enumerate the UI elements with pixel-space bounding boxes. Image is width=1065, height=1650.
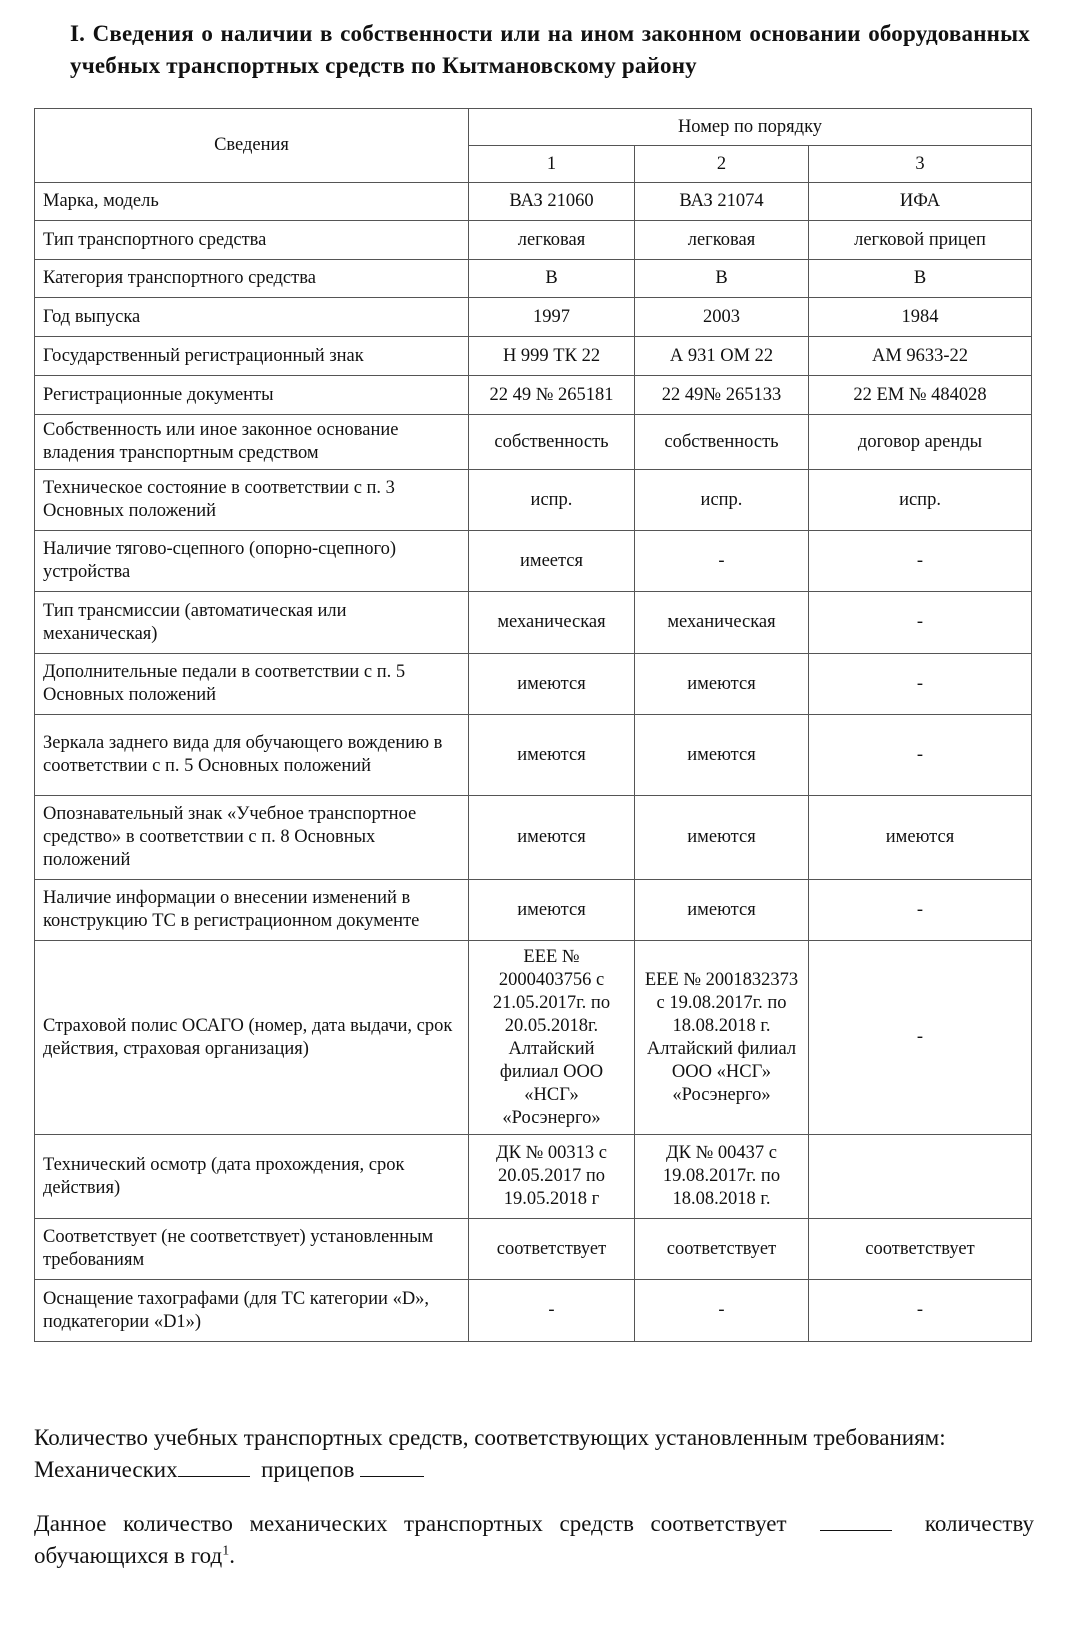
row-value-2: ВАЗ 21074 (635, 183, 809, 221)
row-value-3: договор аренды (809, 415, 1032, 470)
row-value-1: механическая (469, 592, 635, 654)
summary-line-3-end: количеству обучающихся в год (34, 1511, 1035, 1568)
row-value-2: В (635, 260, 809, 298)
row-value-2: А 931 ОМ 22 (635, 337, 809, 376)
row-label: Техническое состояние в соответствии с п. 3 Основных положений (35, 470, 469, 531)
header-label-cell: Сведения (35, 109, 469, 183)
trailers-label: прицепов (261, 1457, 355, 1482)
row-value-3: - (809, 941, 1032, 1135)
row-value-3: АМ 9633-22 (809, 337, 1032, 376)
row-value-2: 2003 (635, 298, 809, 337)
table-row (35, 1219, 1032, 1280)
table-row (35, 880, 1032, 941)
table-row (35, 183, 1032, 221)
row-value-2: соответствует (635, 1219, 809, 1280)
row-label: Опознавательный знак «Учебное транспортное средство» в соответствии с п. 8 Основных положений (35, 796, 469, 880)
table-row (35, 941, 1032, 1135)
table-row (35, 415, 1032, 470)
table-header-row (35, 109, 1032, 146)
summary-line-3: Данное количество механических транспортных средств соответствует количеству обучающихся в год$^1$. (34, 1508, 1034, 1572)
row-value-3: - (809, 880, 1032, 941)
row-value-1: легковая (469, 221, 635, 260)
row-value-3: - (809, 654, 1032, 715)
row-value-2: - (635, 531, 809, 592)
row-value-3: ИФА (809, 183, 1032, 221)
row-label: Дополнительные педали в соответствии с п. 5 Основных положений (35, 654, 469, 715)
row-value-2: 22 49№ 265133 (635, 376, 809, 415)
row-label: Страховой полис ОСАГО (номер, дата выдачи, срок действия, страховая организация) (35, 941, 469, 1135)
table-row (35, 531, 1032, 592)
row-label: Тип транспортного средства (35, 221, 469, 260)
summary-section (34, 1422, 1034, 1572)
row-label: Соответствует (не соответствует) установленным требованиям (35, 1219, 469, 1280)
table-row (35, 376, 1032, 415)
row-value-2: имеются (635, 715, 809, 796)
row-label: Оснащение тахографами (для ТС категории «D», подкатегории «D1») (35, 1280, 469, 1342)
table-row (35, 715, 1032, 796)
row-value-2: ДК № 00437 с 19.08.2017г. по 18.08.2018 г. (635, 1135, 809, 1219)
header-group-cell: Номер по порядку (469, 109, 1032, 146)
row-label: Технический осмотр (дата прохождения, срок действия) (35, 1135, 469, 1219)
row-value-3: имеются (809, 796, 1032, 880)
table-row (35, 298, 1032, 337)
summary-line-2 (34, 1454, 1034, 1486)
mechanical-count-blank[interactable] (178, 1454, 250, 1477)
row-label: Зеркала заднего вида для обучающего вождению в соответствии с п. 5 Основных положений (35, 715, 469, 796)
header-number-2: 2 (635, 146, 809, 183)
header-number-1: 1 (469, 146, 635, 183)
row-value-1: соответствует (469, 1219, 635, 1280)
row-value-1: имеются (469, 880, 635, 941)
vehicles-table (34, 108, 1032, 1342)
mechanical-label: Механических (34, 1457, 178, 1482)
row-value-3: - (809, 592, 1032, 654)
row-label: Собственность или иное законное основание владения транспортным средством (35, 415, 469, 470)
table-row (35, 260, 1032, 298)
row-value-1: Н 999 ТК 22 (469, 337, 635, 376)
row-value-1: собственность (469, 415, 635, 470)
row-value-2: испр. (635, 470, 809, 531)
row-value-1: - (469, 1280, 635, 1342)
row-value-1: ДК № 00313 с 20.05.2017 по 19.05.2018 г (469, 1135, 635, 1219)
row-value-2: - (635, 1280, 809, 1342)
table-row (35, 221, 1032, 260)
row-value-1: 22 49 № 265181 (469, 376, 635, 415)
students-count-blank[interactable] (820, 1508, 892, 1531)
row-value-3: легковой прицеп (809, 221, 1032, 260)
row-value-3 (809, 1135, 1032, 1219)
row-value-2: ЕЕЕ № 2001832373 с 19.08.2017г. по 18.08.2018 г. Алтайский филиал ООО «НСГ» «Росэнерго» (635, 941, 809, 1135)
table-row (35, 1135, 1032, 1219)
row-value-1: ЕЕЕ № 2000403756 с 21.05.2017г. по 20.05.2018г. Алтайский филиал ООО «НСГ» «Росэнерго» (469, 941, 635, 1135)
table-row (35, 337, 1032, 376)
row-label: Наличие информации о внесении изменений в конструкцию ТС в регистрационном документе (35, 880, 469, 941)
row-value-1: ВАЗ 21060 (469, 183, 635, 221)
row-value-2: собственность (635, 415, 809, 470)
row-value-3: 22 ЕМ № 484028 (809, 376, 1032, 415)
row-value-3: испр. (809, 470, 1032, 531)
row-label: Регистрационные документы (35, 376, 469, 415)
row-value-3: - (809, 531, 1032, 592)
row-value-3: соответствует (809, 1219, 1032, 1280)
row-value-3: - (809, 715, 1032, 796)
row-value-1: 1997 (469, 298, 635, 337)
row-value-1: имеются (469, 715, 635, 796)
row-value-3: В (809, 260, 1032, 298)
row-value-1: испр. (469, 470, 635, 531)
table-row (35, 1280, 1032, 1342)
row-label: Год выпуска (35, 298, 469, 337)
header-number-3: 3 (809, 146, 1032, 183)
row-value-2: легковая (635, 221, 809, 260)
row-label: Государственный регистрационный знак (35, 337, 469, 376)
row-value-2: механическая (635, 592, 809, 654)
row-label: Марка, модель (35, 183, 469, 221)
table-row (35, 654, 1032, 715)
footnote-mark: 1 (222, 1543, 230, 1559)
row-value-2: имеются (635, 796, 809, 880)
table-row (35, 592, 1032, 654)
row-value-1: имеются (469, 796, 635, 880)
row-label: Категория транспортного средства (35, 260, 469, 298)
row-value-3: - (809, 1280, 1032, 1342)
row-label: Тип трансмиссии (автоматическая или механическая) (35, 592, 469, 654)
row-value-1: имеются (469, 654, 635, 715)
summary-line-3-start: Данное количество механических транспортных средств соответствует (34, 1511, 787, 1536)
row-value-2: имеются (635, 654, 809, 715)
row-value-2: имеются (635, 880, 809, 941)
table-row (35, 470, 1032, 531)
document-title: I. Сведения о наличии в собственности или на ином законном основании оборудованных учебных транспортных средств по Кытмановскому району (70, 21, 1030, 78)
row-label: Наличие тягово-сцепного (опорно-сцепного) устройства (35, 531, 469, 592)
row-value-1: В (469, 260, 635, 298)
summary-line-1: Количество учебных транспортных средств, соответствующих установленным требованиям: (34, 1425, 946, 1450)
trailers-count-blank[interactable] (360, 1454, 424, 1477)
table-row (35, 796, 1032, 880)
row-value-3: 1984 (809, 298, 1032, 337)
row-value-1: имеется (469, 531, 635, 592)
